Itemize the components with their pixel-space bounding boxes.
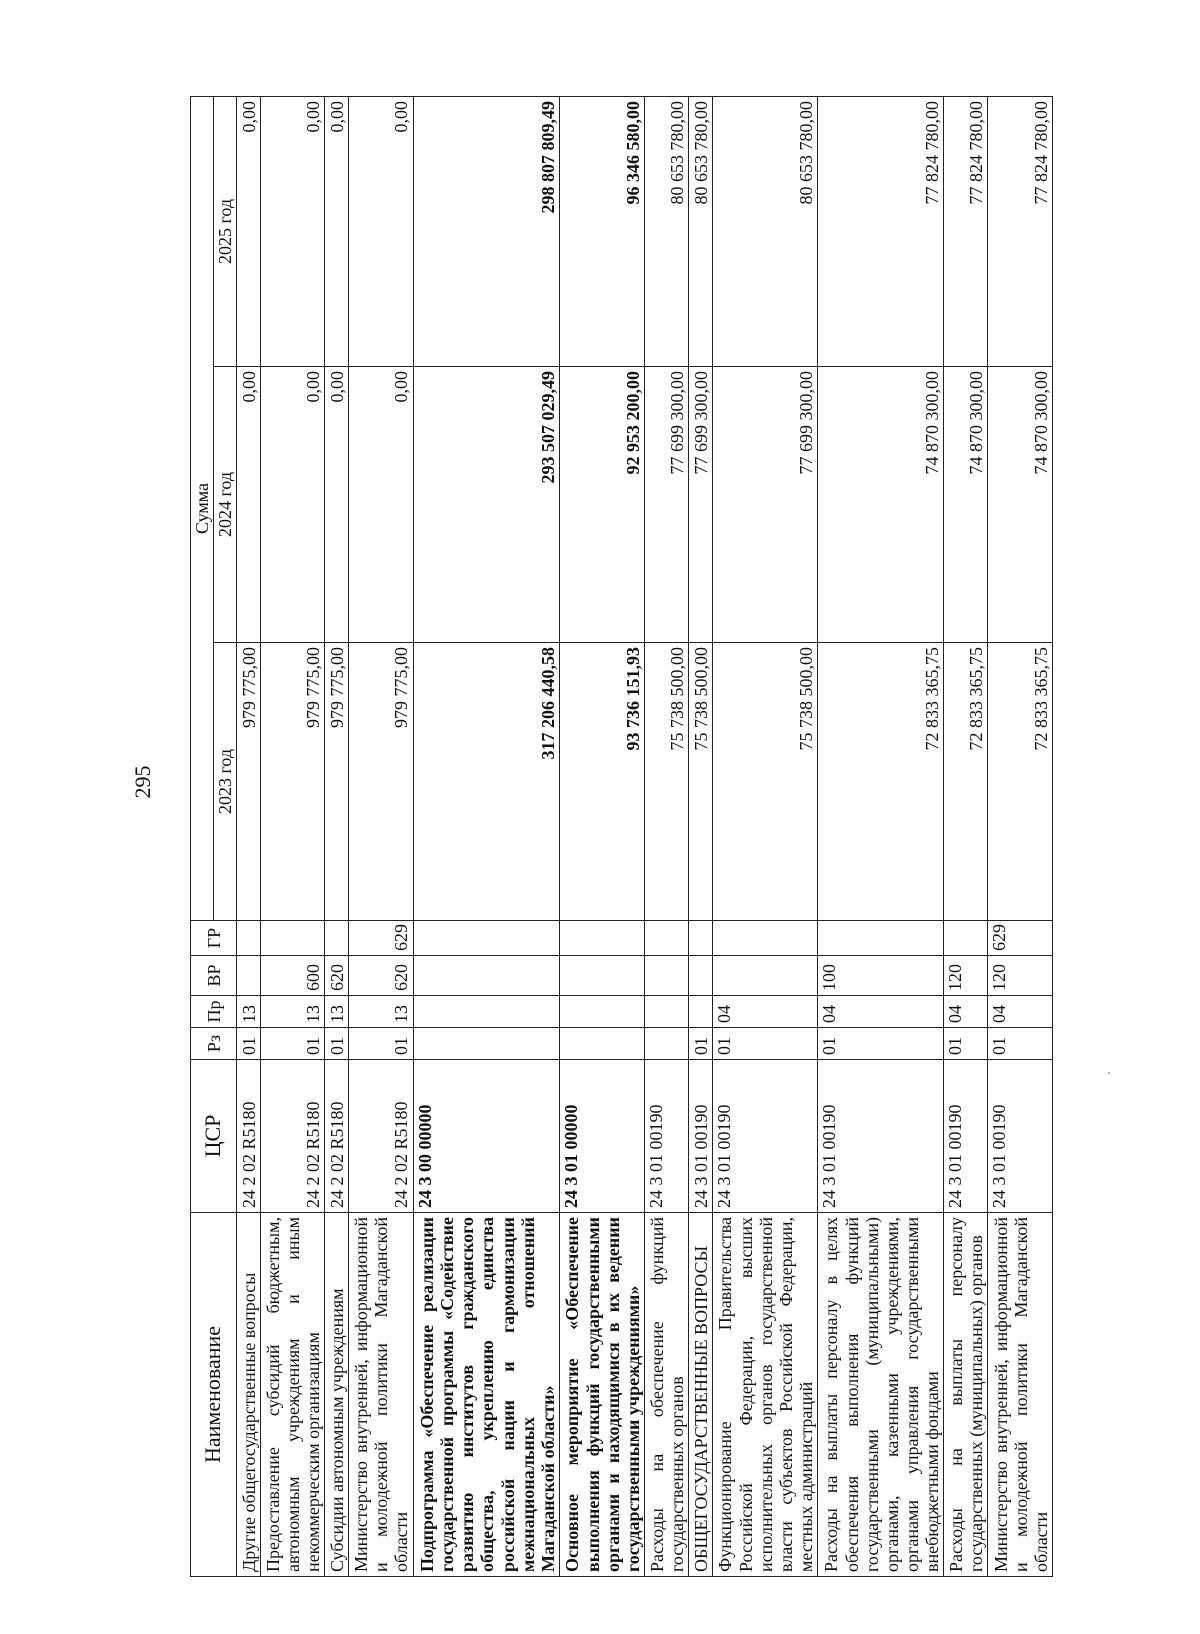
budget-table-container	[190, 97, 1053, 1577]
cell-rz: 01	[712, 1028, 818, 1060]
cell-2023: 979 775,00	[237, 643, 261, 921]
header-vr: ВР	[191, 956, 237, 996]
table-row	[325, 96, 349, 1576]
cell-gr	[560, 921, 645, 956]
cell-vr	[237, 956, 261, 996]
cell-pr	[645, 996, 689, 1028]
cell-2025: 77 824 780,00	[818, 96, 944, 366]
header-csr: ЦСР	[191, 1060, 237, 1213]
cell-gr	[944, 921, 988, 956]
cell-2024: 92 953 200,00	[560, 367, 645, 643]
cell-2024: 293 507 029,49	[413, 367, 560, 643]
cell-2023: 75 738 500,00	[645, 643, 689, 921]
cell-rz: 01	[237, 1028, 261, 1060]
cell-csr: 24 3 01 00190	[712, 1060, 818, 1213]
cell-csr: 24 3 01 00190	[988, 1060, 1053, 1213]
cell-2025: 298 807 809,49	[413, 96, 560, 366]
cell-vr: 100	[818, 956, 944, 996]
table-row	[237, 96, 261, 1576]
cell-pr: 04	[988, 996, 1053, 1028]
scan-speck	[1108, 1072, 1110, 1074]
cell-2023: 979 775,00	[348, 643, 413, 921]
cell-name: Расходы на обеспечение функций государственных органов	[645, 1213, 689, 1577]
cell-2023: 72 833 365,75	[988, 643, 1053, 921]
cell-csr: 24 3 01 00000	[560, 1060, 645, 1213]
header-pr: Пр	[191, 996, 237, 1028]
cell-2025: 80 653 780,00	[712, 96, 818, 366]
cell-vr	[560, 956, 645, 996]
cell-vr: 600	[260, 956, 325, 996]
cell-rz: 01	[325, 1028, 349, 1060]
cell-2024: 74 870 300,00	[944, 367, 988, 643]
cell-2023: 72 833 365,75	[944, 643, 988, 921]
cell-2023: 93 736 151,93	[560, 643, 645, 921]
cell-2025: 77 824 780,00	[944, 96, 988, 366]
cell-2025: 77 824 780,00	[988, 96, 1053, 366]
cell-pr: 13	[260, 996, 325, 1028]
header-row-1	[191, 96, 214, 1576]
cell-2023: 72 833 365,75	[818, 643, 944, 921]
cell-2025: 80 653 780,00	[689, 96, 713, 366]
cell-rz: 01	[818, 1028, 944, 1060]
cell-csr: 24 3 00 00000	[413, 1060, 560, 1213]
table-row	[712, 96, 818, 1576]
cell-vr: 620	[325, 956, 349, 996]
table-row	[988, 96, 1053, 1576]
cell-name: Другие общегосударственные вопросы	[237, 1213, 261, 1577]
table-row	[689, 96, 713, 1576]
cell-pr: 04	[818, 996, 944, 1028]
cell-rz	[413, 1028, 560, 1060]
cell-name: Министерство внутренней, информационной и молодежной политики Магаданской области	[988, 1213, 1053, 1577]
cell-vr	[712, 956, 818, 996]
cell-2023: 75 738 500,00	[712, 643, 818, 921]
cell-2024: 0,00	[348, 367, 413, 643]
cell-name: Расходы на выплаты персоналу в целях обеспечения выполнения функций государственными (муниципальными) органами, казенными учреждениями, органами управления государственными внебюджетными фондами	[818, 1213, 944, 1577]
cell-pr: 13	[325, 996, 349, 1028]
cell-pr	[413, 996, 560, 1028]
cell-2023: 979 775,00	[260, 643, 325, 921]
cell-pr	[560, 996, 645, 1028]
cell-csr: 24 3 01 00190	[689, 1060, 713, 1213]
cell-name: Подпрограмма «Обеспечение реализации государственной программы «Содействие развитию институтов гражданского общества, укреплению единства российской нации и гармонизации межнациональных отношений Магаданской области»	[413, 1213, 560, 1577]
cell-2025: 96 346 580,00	[560, 96, 645, 366]
cell-vr	[645, 956, 689, 996]
cell-csr: 24 3 01 00190	[818, 1060, 944, 1213]
cell-gr	[818, 921, 944, 956]
cell-vr	[689, 956, 713, 996]
cell-pr: 04	[944, 996, 988, 1028]
cell-rz: 01	[348, 1028, 413, 1060]
cell-2024: 77 699 300,00	[645, 367, 689, 643]
cell-name: ОБЩЕГОСУДАРСТВЕННЫЕ ВОПРОСЫ	[689, 1213, 713, 1577]
table-row	[645, 96, 689, 1576]
cell-2024: 74 870 300,00	[988, 367, 1053, 643]
header-rz: Рз	[191, 1028, 237, 1060]
header-gr: ГР	[191, 921, 237, 956]
cell-vr: 120	[988, 956, 1053, 996]
cell-name: Основное мероприятие «Обеспечение выполнения функций государственными органами и находящимися в их ведении государственными учреждениями»	[560, 1213, 645, 1577]
cell-csr: 24 2 02 R5180	[348, 1060, 413, 1213]
cell-pr: 13	[348, 996, 413, 1028]
cell-rz: 01	[988, 1028, 1053, 1060]
cell-rz	[560, 1028, 645, 1060]
cell-2024: 74 870 300,00	[818, 367, 944, 643]
cell-2023: 75 738 500,00	[689, 643, 713, 921]
budget-table	[190, 96, 1053, 1577]
table-row	[413, 96, 560, 1576]
cell-2025: 0,00	[348, 96, 413, 366]
cell-rz	[645, 1028, 689, 1060]
cell-gr	[237, 921, 261, 956]
cell-pr: 04	[712, 996, 818, 1028]
cell-pr: 13	[237, 996, 261, 1028]
cell-2023: 979 775,00	[325, 643, 349, 921]
table-row	[260, 96, 325, 1576]
cell-name: Расходы на выплаты персоналу государственных (муниципальных) органов	[944, 1213, 988, 1577]
cell-2025: 0,00	[260, 96, 325, 366]
cell-csr: 24 2 02 R5180	[325, 1060, 349, 1213]
cell-rz: 01	[944, 1028, 988, 1060]
page-number: 295	[130, 765, 155, 799]
cell-2024: 0,00	[260, 367, 325, 643]
cell-gr: 629	[348, 921, 413, 956]
cell-vr: 120	[944, 956, 988, 996]
cell-gr	[689, 921, 713, 956]
cell-gr	[260, 921, 325, 956]
cell-gr	[413, 921, 560, 956]
header-sum: Сумма	[191, 96, 214, 920]
cell-vr: 620	[348, 956, 413, 996]
cell-gr	[325, 921, 349, 956]
table-row	[348, 96, 413, 1576]
cell-2025: 0,00	[237, 96, 261, 366]
cell-name: Предоставление субсидий бюджетным, автономным учреждениям и иным некоммерческим организациям	[260, 1213, 325, 1577]
cell-2024: 0,00	[237, 367, 261, 643]
cell-name: Субсидии автономным учреждениям	[325, 1213, 349, 1577]
header-year-2024: 2024 год	[214, 367, 237, 643]
cell-2024: 0,00	[325, 367, 349, 643]
cell-2024: 77 699 300,00	[712, 367, 818, 643]
cell-vr	[413, 956, 560, 996]
cell-2024: 77 699 300,00	[689, 367, 713, 643]
cell-csr: 24 3 01 00190	[645, 1060, 689, 1213]
cell-csr: 24 3 01 00190	[944, 1060, 988, 1213]
cell-csr: 24 2 02 R5180	[237, 1060, 261, 1213]
cell-rz: 01	[260, 1028, 325, 1060]
cell-2025: 80 653 780,00	[645, 96, 689, 366]
header-year-2023: 2023 год	[214, 643, 237, 921]
cell-gr	[645, 921, 689, 956]
header-name: Наименование	[191, 1213, 237, 1577]
cell-2023: 317 206 440,58	[413, 643, 560, 921]
cell-rz: 01	[689, 1028, 713, 1060]
header-year-2025: 2025 год	[214, 96, 237, 366]
cell-pr	[689, 996, 713, 1028]
cell-csr: 24 2 02 R5180	[260, 1060, 325, 1213]
cell-name: Министерство внутренней, информационной и молодежной политики Магаданской области	[348, 1213, 413, 1577]
cell-name: Функционирование Правительства Российской Федерации, высших исполнительных органов государственной власти субъектов Российской Федерации, местных администраций	[712, 1213, 818, 1577]
cell-gr: 629	[988, 921, 1053, 956]
table-row	[944, 96, 988, 1576]
table-row	[560, 96, 645, 1576]
cell-2025: 0,00	[325, 96, 349, 366]
cell-gr	[712, 921, 818, 956]
table-row	[818, 96, 944, 1576]
